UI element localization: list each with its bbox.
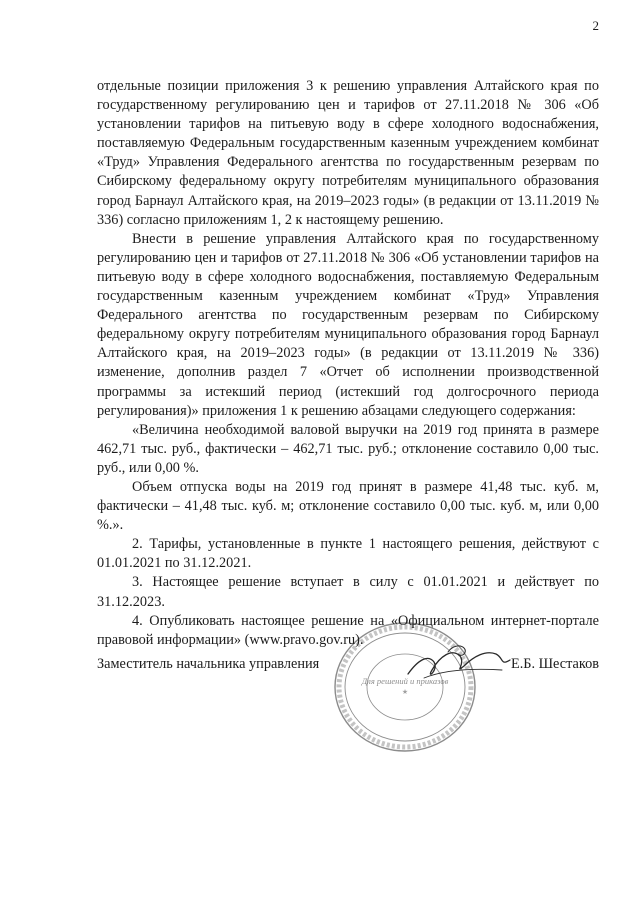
seal-center-text: Для решений и приказов [361,676,449,686]
paragraph-5: 2. Тарифы, установленные в пункте 1 настоящего решения, действуют с 01.01.2021 по 31.12.2021. [97,536,599,572]
paragraph-2: Внести в решение управления Алтайского края по государственному регулированию цен и тарифов от 27.11.2018 № 306 «Об установлении тарифов на питьевую воду в сфере холодного водоснабжения, поставляемую Федеральным государственным казенным учреждением комбинат «Труд» Управления Федерального агентства по государственным резервам по Сибирскому федеральному округу потребителям муниципального образования город Барнаул Алтайского края, на 2019–2023 годы» (в редакции от 13.11.2019 № 336) изменение, дополнив раздел 7 «Отчет об исполнении производственной программы за истекший период (истекший год долгосрочного периода регулирования)» приложения 1 к решению абзацами следующего содержания: [97,230,599,419]
paragraph-1: отдельные позиции приложения 3 к решению управления Алтайского края по государственному регулированию цен и тарифов от 27.11.2018 № 306 «Об установлении тарифов на питьевую воду в сфере холодного водоснабжения, поставляемую Федеральным государственным казенным учреждением комбинат «Труд» Управления Федерального агентства по государственным резервам по Сибирскому федеральному округу потребителям муниципального образования город Барнаул Алтайского края, на 2019–2023 годы» (в редакции от 13.11.2019 № 336) согласно приложениям 1, 2 к настоящему решению. [97,78,599,228]
signer-name: Е.Б. Шестаков [510,656,599,672]
paragraph-4: Объем отпуска воды на 2019 год принят в размере 41,48 тыс. куб. м, фактически – 41,48 тыс. куб. м; отклонение составило 0,00 тыс. куб. м, или 0,00 %.». [97,478,599,534]
svg-text:★: ★ [401,688,409,696]
page-number: 2 [592,18,599,33]
paragraph-7: 4. Опубликовать настоящее решение на «Официальном интернет-портале правовой информации» (www.pravo.gov.ru). [97,612,599,648]
paragraph-3: «Величина необходимой валовой выручки на 2019 год принята в размере 462,71 тыс. руб., фактически – 462,71 тыс. руб.; отклонение составило 0,00 тыс. руб., или 0,00 %. [97,421,599,476]
paragraph-6: 3. Настоящее решение вступает в силу с 01.01.2021 и действует по 31.12.2023. [97,574,599,610]
signature-block [97,656,599,678]
signer-position: Заместитель начальника управления [97,656,320,672]
document-body [97,77,599,650]
